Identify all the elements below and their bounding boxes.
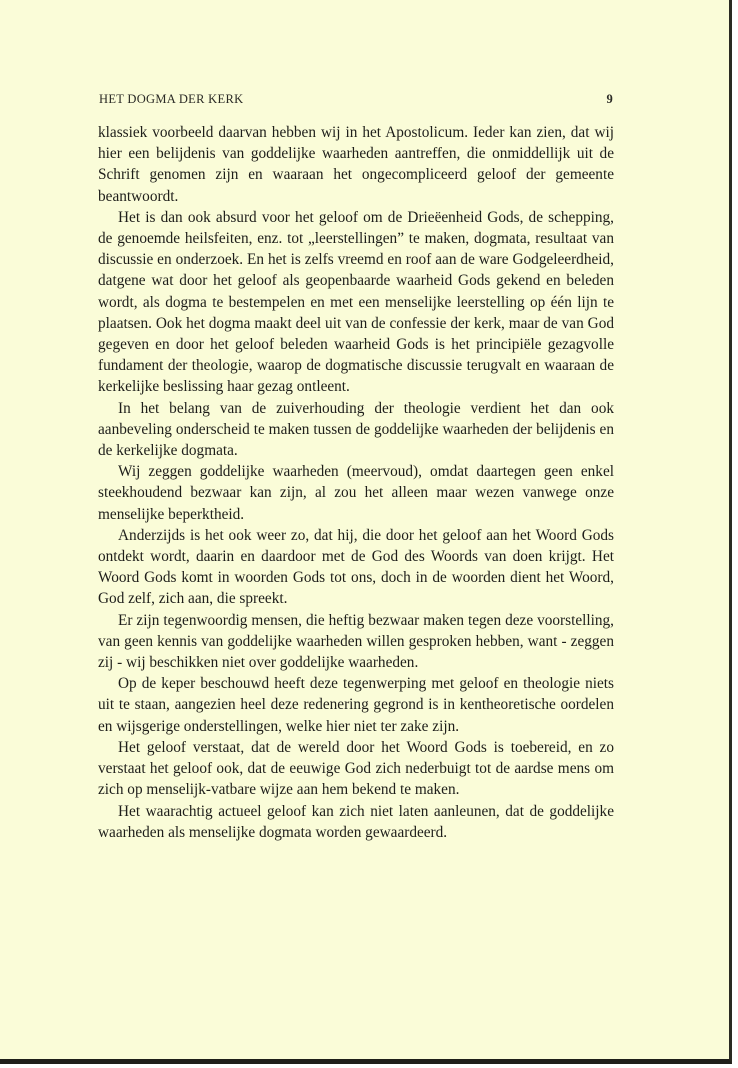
- paragraph: Het is dan ook absurd voor het geloof om de Drieëenheid Gods, de schepping, de genoemde heilsfeiten, enz. tot „leerstellingen” te maken, dogmata, resultaat van discussie en onderzoek. En het is zelfs vreemd en roof aan de ware Godgeleerdheid, datgene wat door het geloof als geopenbaarde waarheid Gods gekend en beleden wordt, als dogma te bestempelen en met een menselijke leerstelling op één lijn te plaatsen. Ook het dogma maakt deel uit van de confessie der kerk, maar de van God gegeven en door het geloof beleden waarheid Gods is het principiële gezagvolle fundament der theologie, waarop de dogmatische discussie terugvalt en waaraan de kerkelijke beslissing haar gezag ontleent.: [98, 208, 614, 396]
- paragraph: Op de keper beschouwd heeft deze tegenwerping met geloof en theologie niets uit te staan, aangezien heel deze redenering gegrond is in kentheoretische oordelen en wijsgerige onderstellingen, welke hier niet ter zake zijn.: [98, 675, 614, 735]
- running-header: [99, 92, 613, 107]
- body-text: [98, 122, 614, 843]
- paragraph: Anderzijds is het ook weer zo, dat hij, die door het geloof aan het Woord Gods ontdekt wordt, daarin en daardoor met de God des Woords van doen krijgt. Het Woord Gods komt in woorden Gods tot ons, doch in de woorden dient het Woord, God zelf, zich aan, die spreekt.: [98, 526, 614, 608]
- running-title: HET DOGMA DER KERK: [99, 92, 244, 106]
- paragraph: Het waarachtig actueel geloof kan zich niet laten aanleunen, dat de goddelijke waarheden als menselijke dogmata worden gewaardeerd.: [98, 802, 614, 841]
- paragraph: Er zijn tegenwoordig mensen, die heftig bezwaar maken tegen deze voorstelling, van geen kennis van goddelijke waarheden willen gesproken hebben, want - zeggen zij - wij beschikken niet over goddelijke waarheden.: [98, 611, 614, 672]
- paragraph: In het belang van de zuiverhouding der theologie verdient het dan ook aanbeveling onderscheid te maken tussen de goddelijke waarheden der belijdenis en de kerkelijke dogmata.: [98, 399, 614, 460]
- paragraph: klassiek voorbeeld daarvan hebben wij in het Apostolicum. Ieder kan zien, dat wij hier een belijdenis van goddelijke waarheden aantreffen, die onmiddellijk uit de Schrift genomen zijn en waaraan het ongecompliceerd geloof der gemeente beantwoordt.: [98, 124, 614, 205]
- paragraph: Het geloof verstaat, dat de wereld door het Woord Gods is toebereid, en zo verstaat het geloof ook, dat de eeuwige God zich nederbuigt tot de aardse mens om zich op menselijk-vatbare wijze aan hem bekend te maken.: [98, 738, 614, 799]
- page-number: 9: [606, 92, 613, 106]
- paragraph: Wij zeggen goddelijke waarheden (meervoud), omdat daartegen geen enkel steekhoudend bezwaar kan zijn, al zou het alleen maar wezen vanwege onze menselijke beperktheid.: [98, 463, 614, 523]
